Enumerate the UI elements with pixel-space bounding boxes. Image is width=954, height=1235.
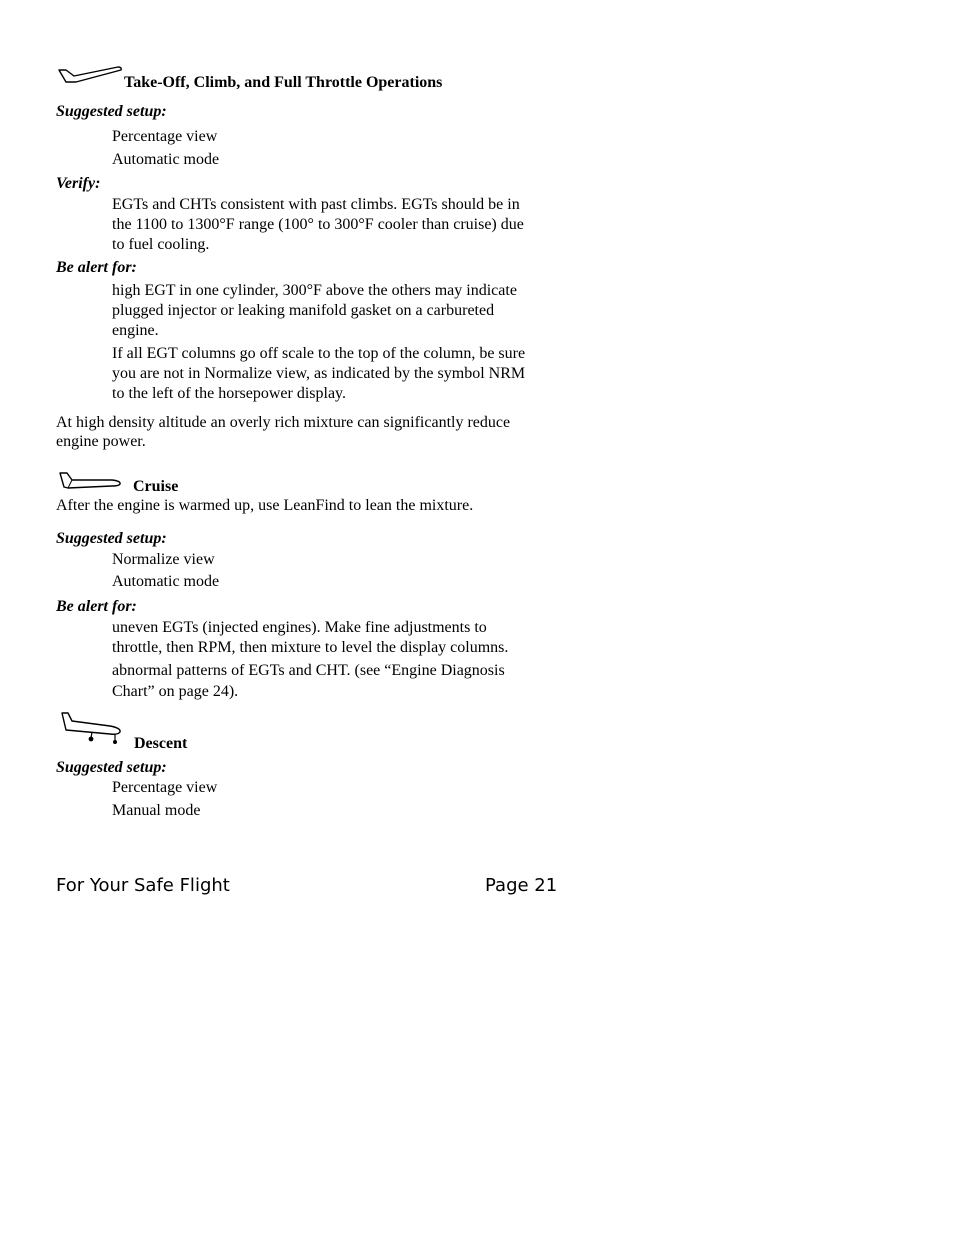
footer-page-number: Page 21 [485,875,558,896]
airplane-cruise-icon [58,470,124,492]
takeoff-alert-line: plugged injector or leaking manifold gasket on a carbureted [112,302,495,319]
section-title-takeoff: Take-Off, Climb, and Full Throttle Operations [124,74,443,91]
takeoff-alert-line: engine. [112,322,159,339]
takeoff-verify-line: EGTs and CHTs consistent with past climbs. EGTs should be in [112,196,520,213]
takeoff-verify-line: to fuel cooling. [112,236,210,253]
takeoff-note-line: At high density altitude an overly rich mixture can significantly reduce [56,414,511,431]
takeoff-setup-label: Suggested setup: [56,103,167,120]
takeoff-verify-label: Verify: [56,175,101,192]
airplane-descent-icon [58,710,124,750]
descent-setup-item: Percentage view [112,779,218,796]
takeoff-setup-item: Automatic mode [112,151,220,168]
descent-setup-label: Suggested setup: [56,759,167,776]
takeoff-setup-item: Percentage view [112,128,218,145]
takeoff-alert-line: to the left of the horsepower display. [112,385,347,402]
takeoff-alert-label: Be alert for: [56,259,137,276]
takeoff-alert-line: you are not in Normalize view, as indicated by the symbol NRM [112,365,526,382]
cruise-alert-line: abnormal patterns of EGTs and CHT. (see “Engine Diagnosis [112,662,505,679]
takeoff-note-line: engine power. [56,433,146,450]
section-title-descent: Descent [134,735,188,752]
cruise-setup-item: Normalize view [112,551,215,568]
cruise-alert-label: Be alert for: [56,598,137,615]
cruise-setup-item: Automatic mode [112,573,220,590]
airplane-climb-icon [58,64,124,86]
cruise-alert-line: uneven EGTs (injected engines). Make fine adjustments to [112,619,487,636]
section-title-cruise: Cruise [133,478,179,495]
descent-setup-item: Manual mode [112,802,201,819]
takeoff-alert-line: high EGT in one cylinder, 300°F above the others may indicate [112,282,517,299]
cruise-setup-label: Suggested setup: [56,530,167,547]
takeoff-alert-line: If all EGT columns go off scale to the top of the column, be sure [112,345,526,362]
takeoff-verify-line: the 1100 to 1300°F range (100° to 300°F cooler than cruise) due [112,216,524,233]
footer-left: For Your Safe Flight [56,875,230,896]
cruise-alert-line: throttle, then RPM, then mixture to level the display columns. [112,639,509,656]
cruise-alert-line: Chart” on page 24). [112,683,239,700]
cruise-intro: After the engine is warmed up, use LeanFind to lean the mixture. [56,497,474,514]
